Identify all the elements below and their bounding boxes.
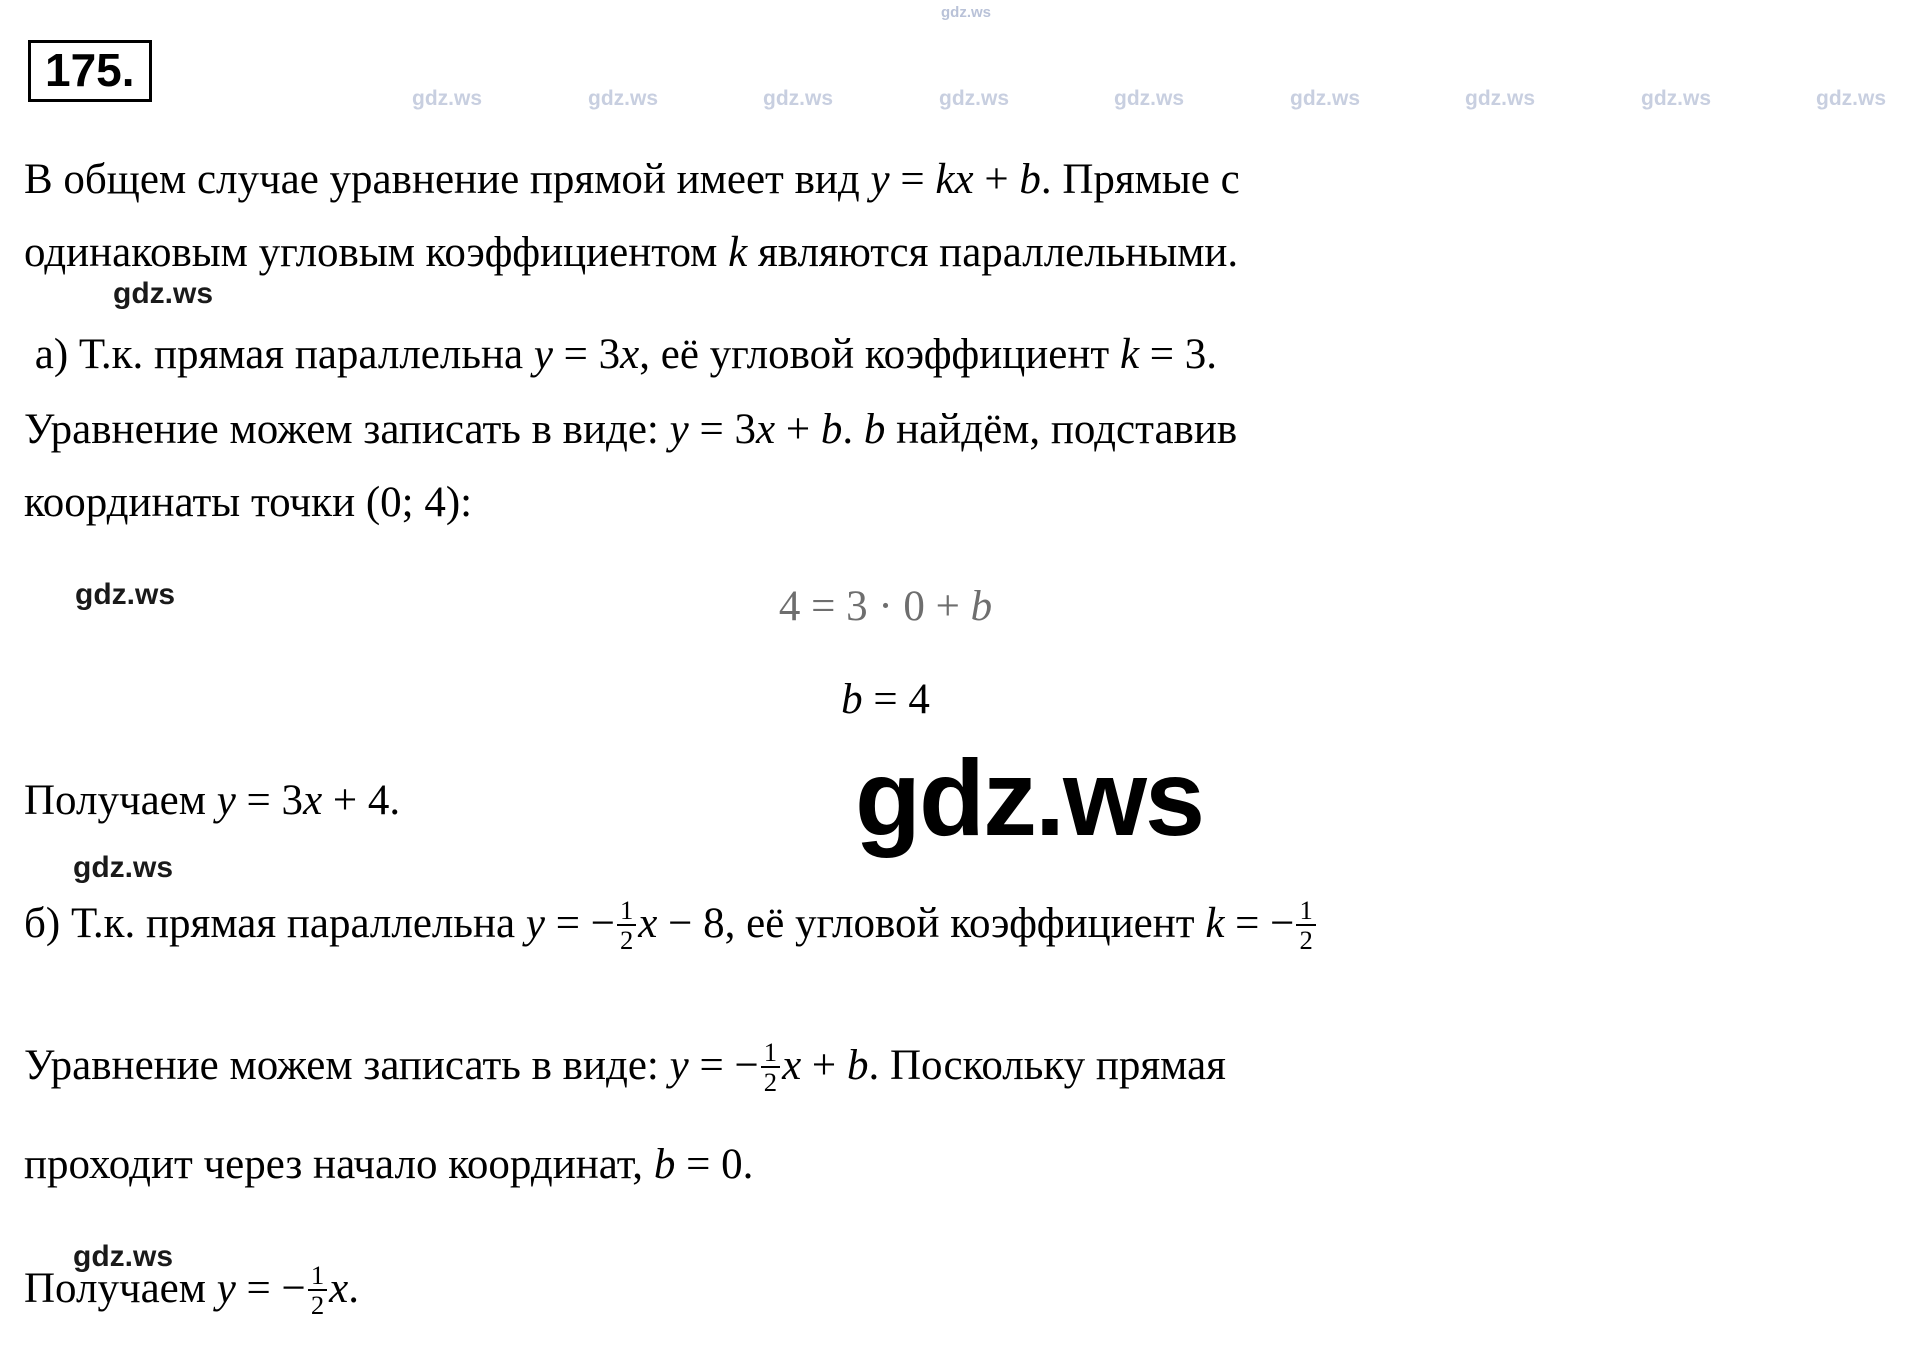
paragraph-line-8: Уравнение можем записать в виде: y = − $\frac{1}{2}$ x + b. Поскольку прямая — [24, 1036, 1226, 1097]
fraction-one-half: $\frac{1}{2}$ — [308, 1261, 327, 1319]
watermark-inline-1: gdz.ws — [113, 277, 214, 310]
paragraph-line-1: В общем случае уравнение прямой имеет вид y = kx + b. Прямые с — [24, 156, 1240, 203]
paragraph-line-6: Получаем y = 3x + 4. — [24, 777, 401, 824]
watermark-inline-3: gdz.ws — [73, 851, 174, 884]
paragraph-line-4: Уравнение можем записать в виде: y = 3x + b. b найдём, подставив — [24, 406, 1238, 453]
equation-2: b = 4 — [841, 676, 930, 723]
watermark-top: gdz.ws — [941, 4, 992, 21]
watermark-row-5: gdz.ws — [1114, 87, 1185, 110]
paragraph-line-9: проходит через начало координат, b = 0. — [24, 1141, 754, 1188]
fraction-one-half: $\frac{1}{2}$ — [617, 896, 636, 954]
paragraph-line-7: б) Т.к. прямая параллельна y = − $\frac{1}{2}$ x − 8, её угловой коэффициент k = − $\frac{1}{2}$ — [24, 898, 1318, 956]
watermark-large: gdz.ws — [855, 737, 1204, 858]
watermark-row-8: gdz.ws — [1641, 87, 1712, 110]
watermark-row-2: gdz.ws — [588, 87, 659, 110]
task-number: 175. — [28, 40, 152, 102]
watermark-row-6: gdz.ws — [1290, 87, 1361, 110]
watermark-row-7: gdz.ws — [1465, 87, 1536, 110]
paragraph-line-3: а) Т.к. прямая параллельна y = 3x, её угловой коэффициент k = 3. — [24, 331, 1218, 378]
watermark-row-9: gdz.ws — [1816, 87, 1887, 110]
paragraph-line-5: координаты точки (0; 4): — [24, 479, 473, 526]
watermark-row-4: gdz.ws — [939, 87, 1010, 110]
watermark-row-3: gdz.ws — [763, 87, 834, 110]
fraction-one-half: $\frac{1}{2}$ — [761, 1038, 780, 1096]
equation-1: 4 = 3 · 0 + b — [778, 583, 993, 630]
paragraph-line-10: Получаем y = − $\frac{1}{2}$ x. — [24, 1259, 359, 1320]
watermark-inline-2: gdz.ws — [75, 578, 176, 611]
watermark-inline-4: gdz.ws — [73, 1240, 174, 1273]
watermark-row-1: gdz.ws — [412, 87, 483, 110]
fraction-one-half: $\frac{1}{2}$ — [1296, 896, 1315, 954]
paragraph-line-2: одинаковым угловым коэффициентом k являются параллельными. — [24, 229, 1239, 276]
